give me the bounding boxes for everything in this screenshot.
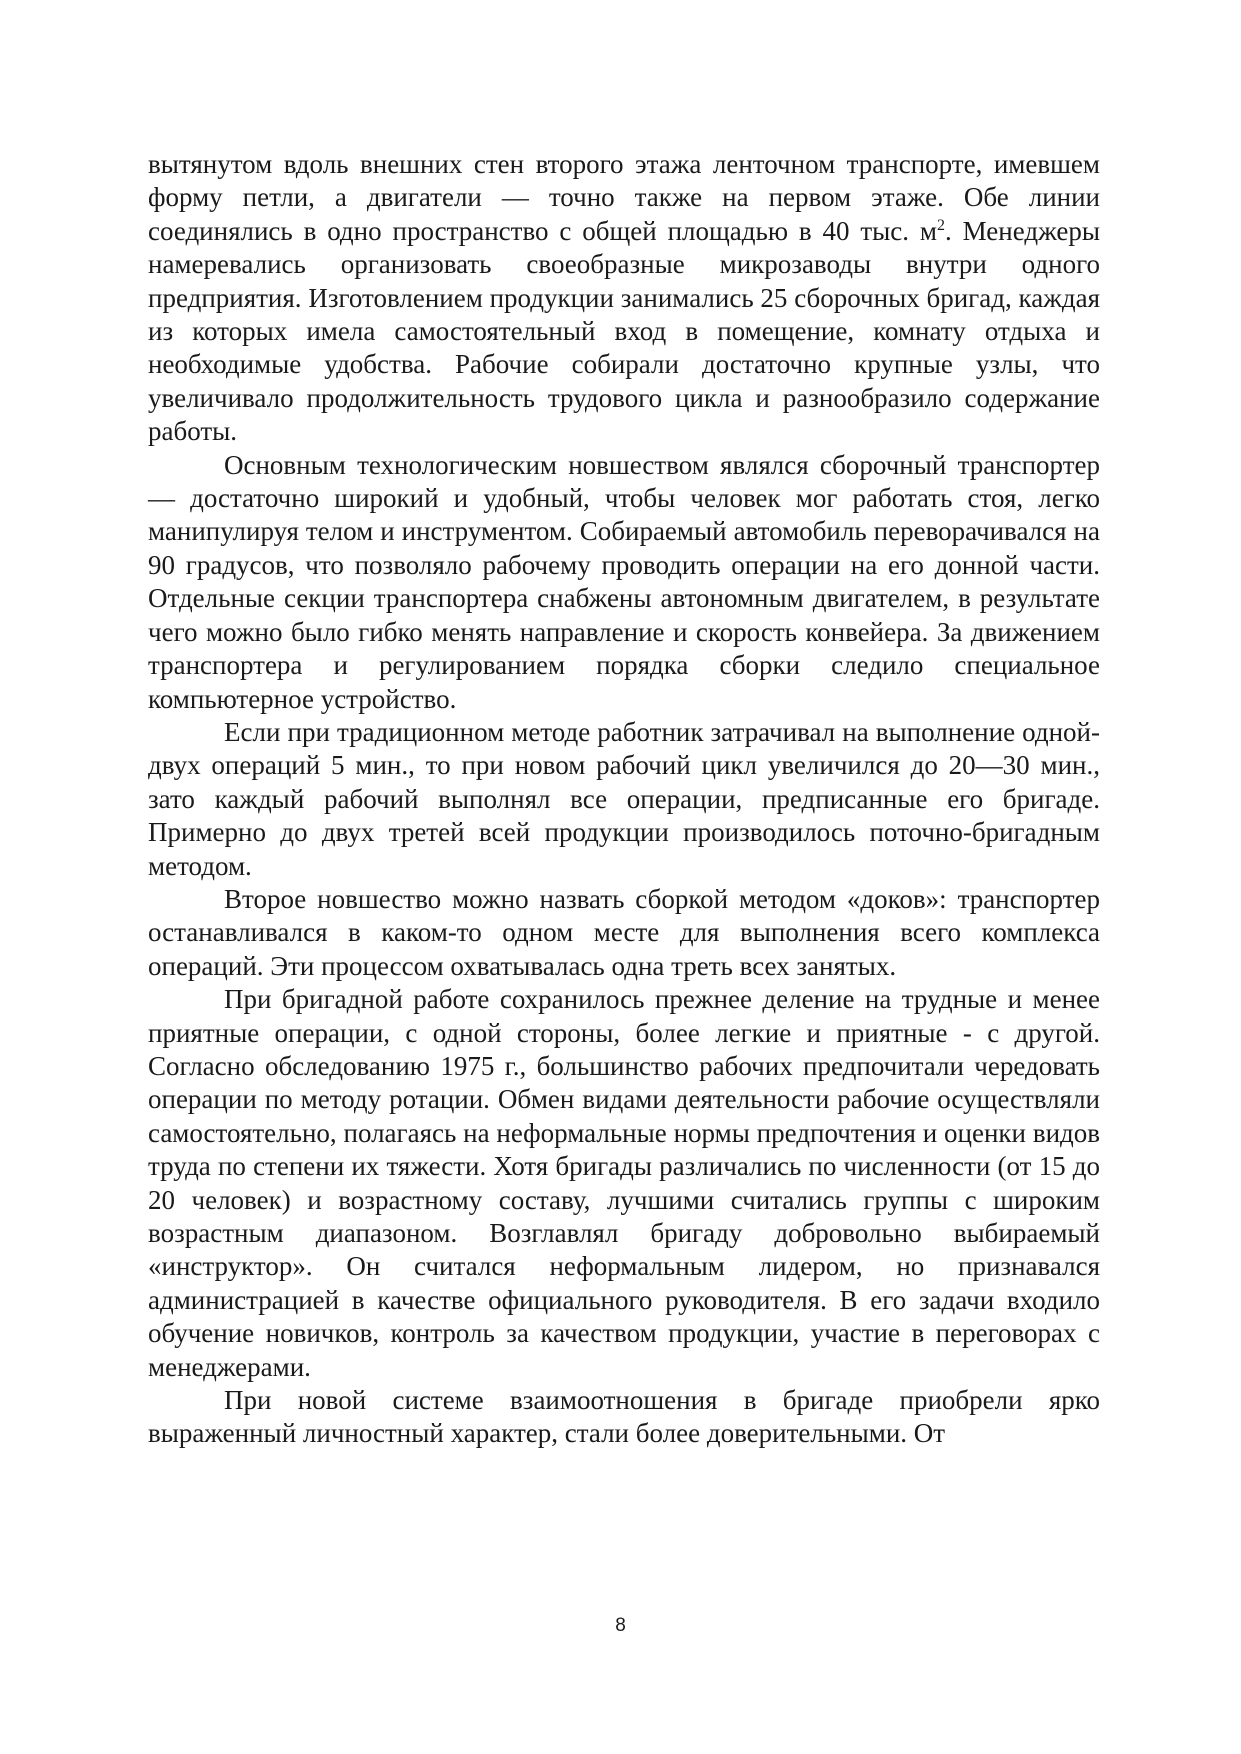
paragraph-6: При новой системе взаимоотношения в бригаде приобрели ярко выраженный личностный характер, стали более доверительными. От [148, 1385, 1100, 1449]
superscript-square: 2 [937, 216, 945, 234]
paragraph-3: Если при традиционном методе работник затрачивал на выполнение одной-двух операций 5 мин., то при новом рабочий цикл увеличился до 20—30 мин., зато каждый рабочий выполнял все операции, предписанные его бригаде. Примерно до двух третей всей продукции производилось поточно-бригадным методом. [148, 716, 1100, 881]
body-text [148, 148, 1100, 1451]
paragraph-1 [148, 148, 1100, 449]
paragraph-1-text-start: вытянутом вдоль внешних стен второго этажа ленточном транспорте, имевшем форму петли, а двигатели — точно также на первом этаже. Обе линии соединялись в одно пространство с общей площадью в 40 тыс. м [148, 149, 1100, 246]
page-number: 8 [615, 1615, 626, 1636]
paragraph-1-text-end: . Менеджеры намеревались организовать своеобразные микрозаводы внутри одного предприятия. Изготовлением продукции занимались 25 сборочных бригад, каждая из которых имела самостоятельный вход в помещение, комнату отдыха и необходимые удобства. Рабочие собирали достаточно крупные узлы, что увеличивало продолжительность трудового цикла и разнообразило содержание работы. [148, 215, 1100, 447]
paragraph-2: Основным технологическим новшеством являлся сборочный транспортер — достаточно широкий и удобный, чтобы человек мог работать стоя, легко манипулируя телом и инструментом. Собираемый автомобиль переворачивался на 90 градусов, что позволяло рабочему проводить операции на его донной части. Отдельные секции транспортера снабжены автономным двигателем, в результате чего можно было гибко менять направление и скорость конвейера. За движением транспортера и регулированием порядка сборки следило специальное компьютерное устройство. [148, 449, 1100, 714]
paragraph-5: При бригадной работе сохранилось прежнее деление на трудные и менее приятные операции, с одной стороны, более легкие и приятные - с другой. Согласно обследованию 1975 г., большинство рабочих предпочитали чередовать операции по методу ротации. Обмен видами деятельности рабочие осуществляли самостоятельно, полагаясь на неформальные нормы предпочтения и оценки видов труда по степени их тяжести. Хотя бригады различались по численности (от 15 до 20 человек) и возрастному составу, лучшими считались группы с широким возрастным диапазоном. Возглавлял бригаду добровольно выбираемый «инструктор». Он считался неформальным лидером, но признавался администрацией в качестве официального руководителя. В его задачи входило обучение новичков, контроль за качеством продукции, участие в переговорах с менеджерами. [148, 984, 1100, 1382]
paragraph-4: Второе новшество можно назвать сборкой методом «доков»: транспортер останавливался в каком-то одном месте для выполнения всего комплекса операций. Эти процессом охватывалась одна треть всех занятых. [148, 883, 1100, 981]
